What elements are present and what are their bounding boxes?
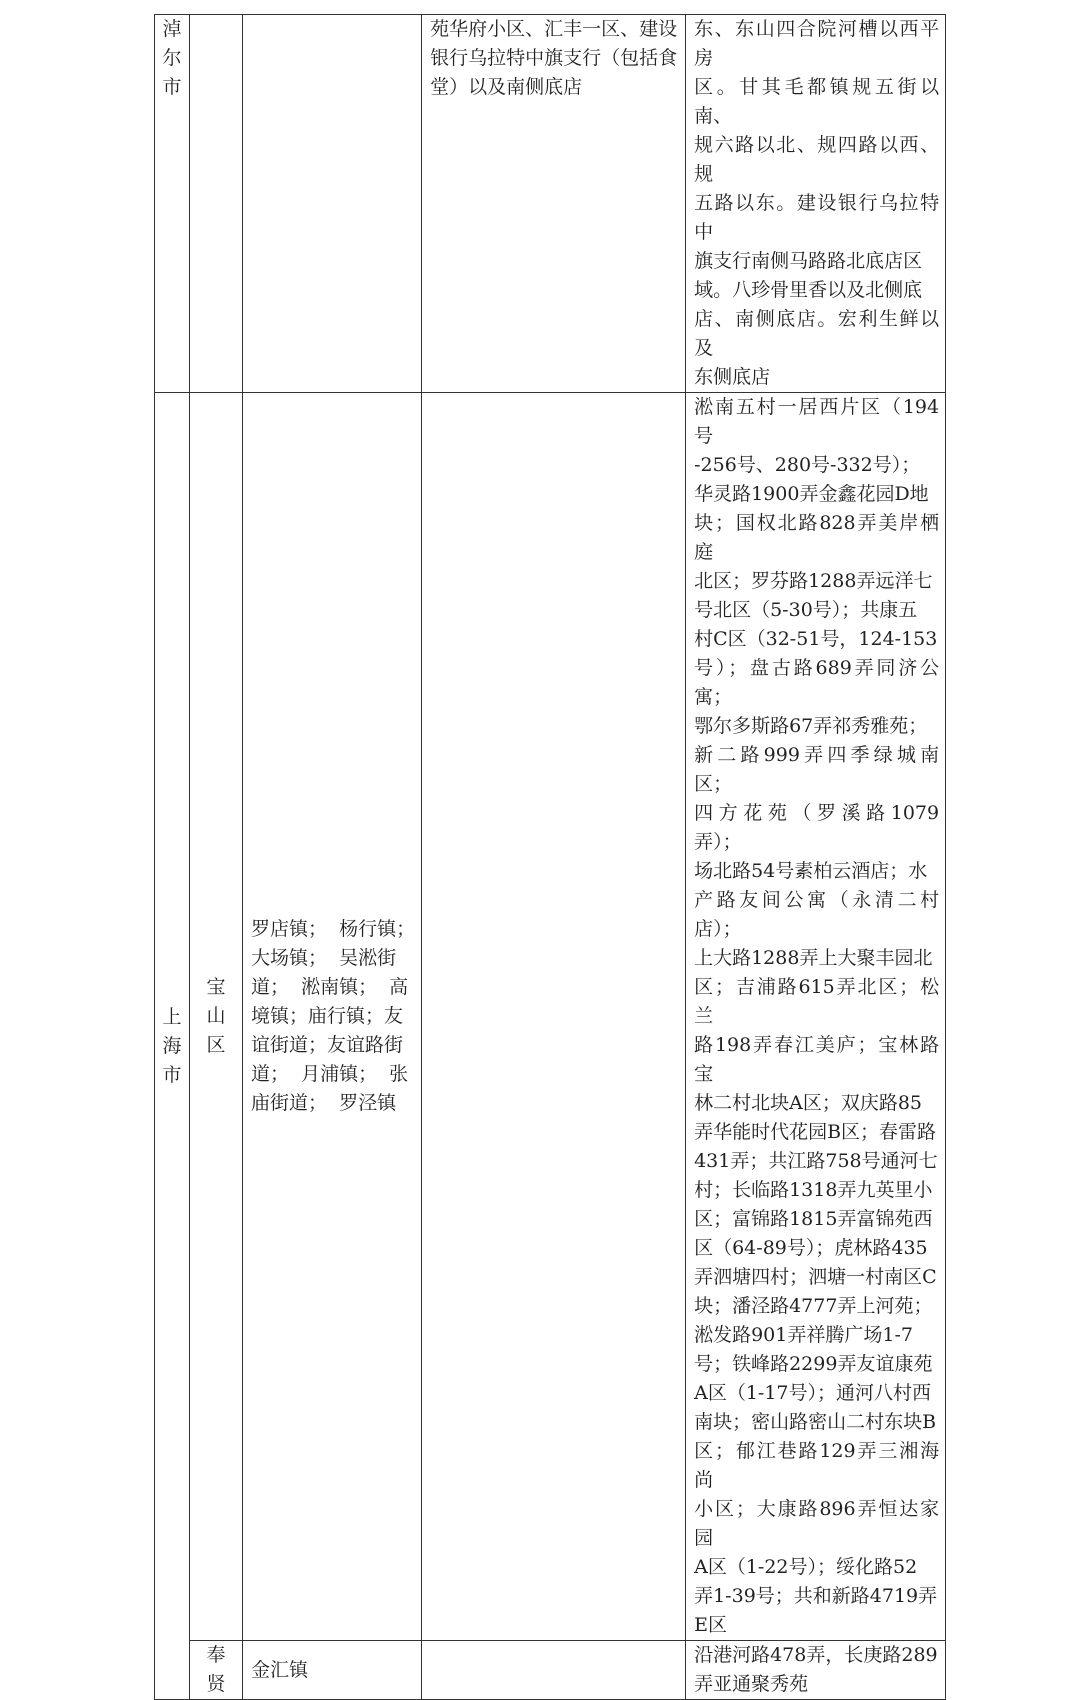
- text-line: A区（1-17号）；通河八村西: [694, 1382, 932, 1404]
- district-name: 奉贤: [206, 1644, 226, 1695]
- text-line: 东侧底店: [694, 366, 771, 388]
- text-line: 号北区（5-30号）；共康五: [694, 599, 918, 621]
- text-line: 鄂尔多斯路67弄祁秀雅苑；: [694, 715, 928, 737]
- text-line: A区（1-22号）；绥化路52: [694, 1556, 918, 1578]
- text-line: 店、南侧底店。宏利生鲜以及: [694, 308, 940, 359]
- text-line: 淞发路901弄祥腾广场1-7: [694, 1324, 913, 1346]
- area-cell: [422, 1641, 686, 1700]
- text-line: 弄华能时代花园B区；春雷路: [694, 1121, 937, 1143]
- text-line: E区: [694, 1614, 727, 1636]
- text-line: 区；吉浦路615弄北区；松兰: [694, 976, 940, 1027]
- text-line: 苑华府小区、汇丰一区、建设: [430, 18, 678, 40]
- text-line: 罗店镇； 杨行镇；: [251, 918, 416, 940]
- province-name: 上海市: [162, 1005, 182, 1086]
- text-line: 林二村北块A区；双庆路85: [694, 1092, 922, 1114]
- text-line: 旗支行南侧马路路北底店区: [694, 250, 923, 272]
- text-line: 道； 淞南镇； 高: [251, 976, 409, 998]
- text-line: 大场镇； 吴淞街: [251, 947, 397, 969]
- text-line: 弄亚通聚秀苑: [694, 1673, 809, 1695]
- text-line: -256号、280号-332号）；: [694, 454, 921, 476]
- text-line: 金汇镇: [251, 1658, 309, 1681]
- text-line: 东、东山四合院河槽以西平房: [694, 18, 940, 69]
- text-line: 境镇；庙行镇；友: [251, 1005, 404, 1027]
- text-line: 沿港河路478弄，长庚路289: [694, 1644, 938, 1666]
- text-line: 谊街道；友谊路街: [251, 1034, 404, 1056]
- text-line: 区（64-89号）；虎林路435: [694, 1237, 928, 1259]
- text-line: 号；铁峰路2299弄友谊康苑: [694, 1353, 933, 1375]
- table-row: [155, 393, 946, 1641]
- detail-cell: [686, 15, 946, 393]
- text-line: 区；郁江巷路129弄三湘海尚: [694, 1440, 940, 1491]
- text-line: 431弄；共江路758号通河七: [694, 1150, 938, 1172]
- text-line: 块；潘泾路4777弄上河苑；: [694, 1295, 933, 1317]
- text-line: 号）；盘古路689弄同济公寓；: [694, 657, 940, 708]
- district-name: 宝山区: [206, 976, 226, 1056]
- area-cell: [422, 15, 686, 393]
- province-name: 淖尔市: [162, 18, 182, 98]
- detail-cell: [686, 1641, 946, 1700]
- province-cell: [155, 393, 190, 1700]
- text-line: 道； 月浦镇； 张: [251, 1063, 409, 1085]
- text-line: 域。八珍骨里香以及北侧底: [694, 279, 923, 301]
- table-row: [155, 1641, 946, 1700]
- text-line: 上大路1288弄上大聚丰园北: [694, 947, 933, 969]
- table-row: [155, 15, 946, 393]
- district-cell: [190, 15, 243, 393]
- detail-cell: [686, 393, 946, 1641]
- text-line: 华灵路1900弄金鑫花园D地: [694, 483, 929, 505]
- text-line: 四方花苑（罗溪路1079弄）；: [694, 802, 940, 853]
- text-line: 区；富锦路1815弄富锦苑西: [694, 1208, 933, 1230]
- province-cell: [155, 15, 190, 393]
- text-line: 区。甘其毛都镇规五街以南、: [694, 76, 940, 127]
- text-line: 五路以东。建设银行乌拉特中: [694, 192, 940, 243]
- text-line: 弄泗塘四村；泗塘一村南区C: [694, 1266, 937, 1288]
- text-line: 路198弄春江美庐；宝林路宝: [694, 1034, 940, 1085]
- text-line: 场北路54号素柏云酒店；水: [694, 860, 928, 882]
- text-line: 产路友间公寓（永清二村店）；: [694, 889, 940, 940]
- text-line: 小区；大康路896弄恒达家园: [694, 1498, 940, 1549]
- text-line: 新二路999弄四季绿城南区；: [694, 744, 940, 795]
- district-cell: [190, 1641, 243, 1700]
- text-line: 银行乌拉特中旗支行（包括食: [430, 47, 678, 69]
- towns-cell: [243, 393, 422, 1641]
- text-line: 南块；密山路密山二村东块B: [694, 1411, 937, 1433]
- district-cell: [190, 393, 243, 1641]
- towns-cell: [243, 1641, 422, 1700]
- area-cell: [422, 393, 686, 1641]
- text-line: 村；长临路1318弄九英里小: [694, 1179, 933, 1201]
- address-table: [154, 14, 946, 1700]
- text-line: 规六路以北、规四路以西、规: [694, 134, 940, 185]
- text-line: 堂）以及南侧底店: [430, 76, 583, 98]
- text-line: 淞南五村一居西片区（194号: [694, 396, 940, 447]
- text-line: 弄1-39号；共和新路4719弄: [694, 1585, 938, 1607]
- text-line: 庙街道； 罗泾镇: [251, 1092, 397, 1114]
- text-line: 村C区（32-51号，124-153: [694, 628, 938, 650]
- text-line: 北区；罗芬路1288弄远洋七: [694, 570, 933, 592]
- towns-cell: [243, 15, 422, 393]
- text-line: 块；国权北路828弄美岸栖庭: [694, 512, 940, 563]
